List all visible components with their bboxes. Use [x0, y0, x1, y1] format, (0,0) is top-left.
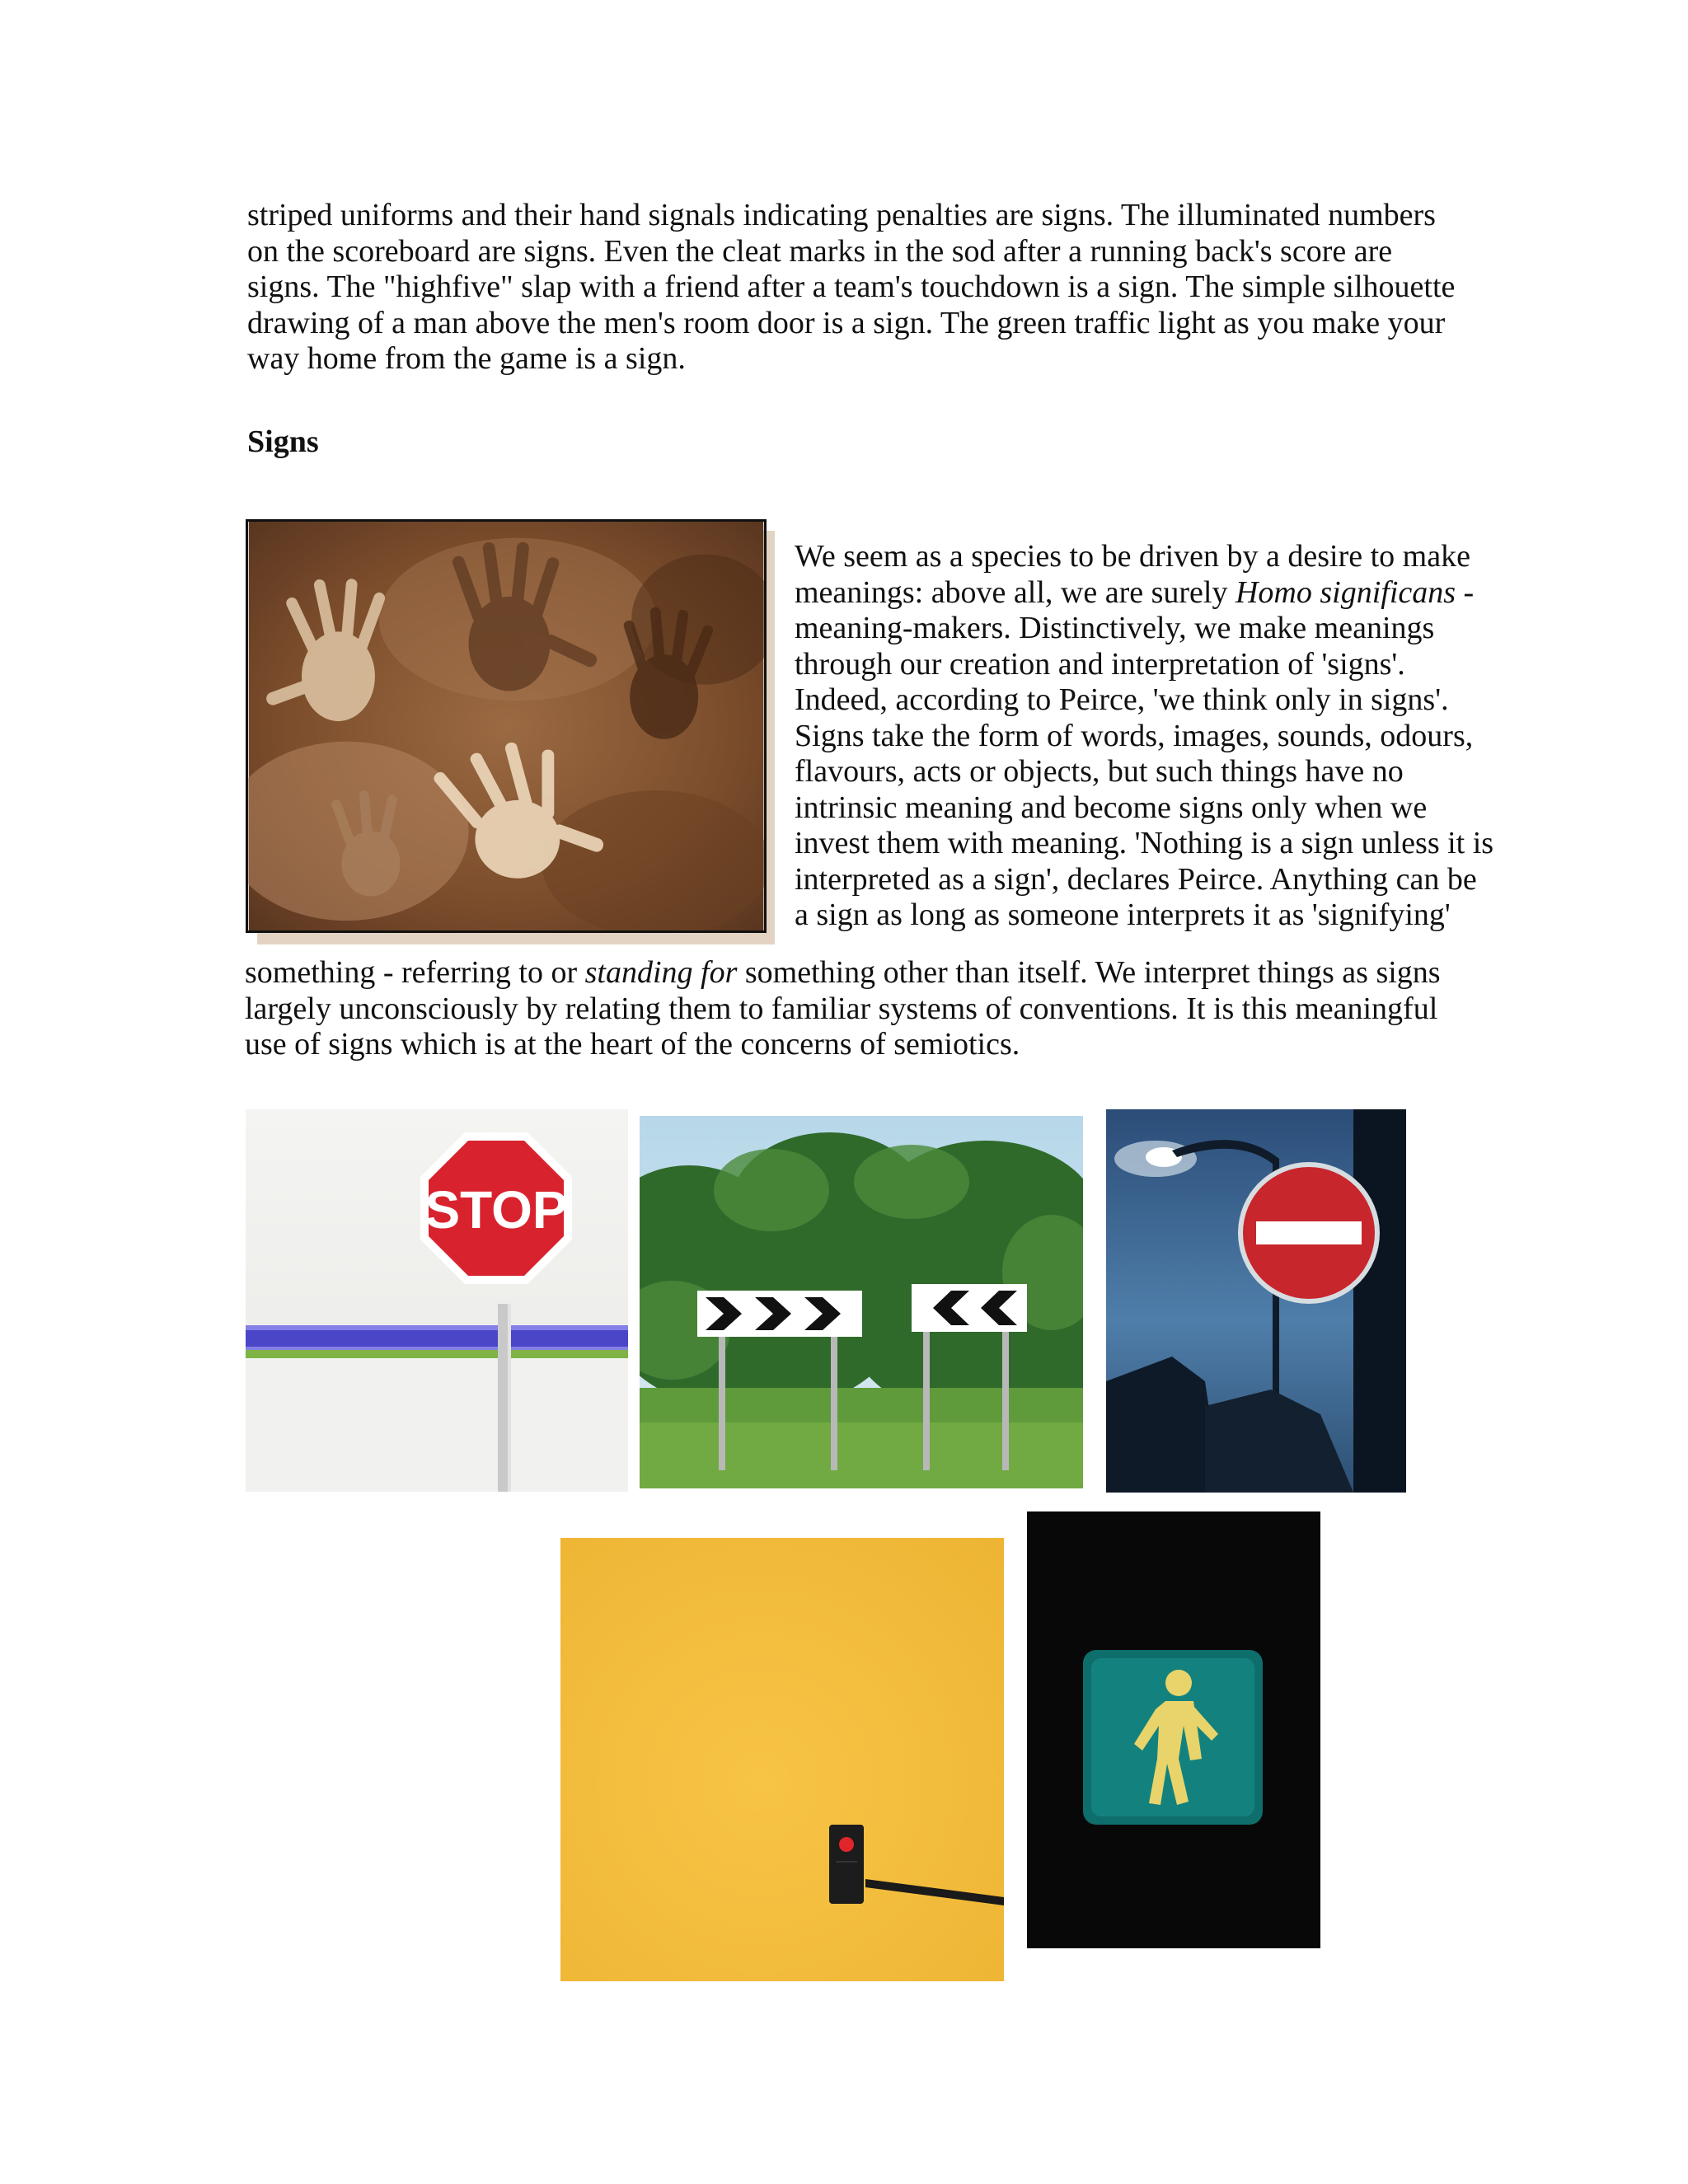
text-line: We seem as a species to be driven by a desire to make: [795, 539, 1470, 574]
stop-sign-text: STOP: [424, 1180, 568, 1240]
text-segment: meanings: above all, we are surely: [795, 574, 1236, 610]
text-line: largely unconsciously by relating them to familiar systems of conventions. It is this meaningful: [245, 991, 1438, 1026]
text-line: Indeed, according to Peirce, 'we think only in signs'.: [795, 682, 1449, 717]
text-line: striped uniforms and their hand signals indicating penalties are signs. The illuminated numbers: [247, 198, 1436, 232]
text-segment: -: [1456, 574, 1475, 610]
text-line: [795, 575, 1493, 612]
wrap-paragraph: [795, 539, 1493, 934]
text-line: interpreted as a sign', declares Peirce. Anything can be: [795, 861, 1477, 897]
text-line: way home from the game is a sign.: [247, 341, 686, 376]
red-traffic-light-illustration: [560, 1538, 1004, 1981]
cave-painting-photo: [246, 519, 775, 944]
no-entry-sign-photo: [1106, 1109, 1406, 1493]
text-line: invest them with meaning. 'Nothing is a sign unless it is: [795, 826, 1494, 860]
text-line: through our creation and interpretation of 'signs'.: [795, 646, 1405, 682]
walk-signal-photo: [1027, 1511, 1320, 1948]
no-entry-sign-illustration: [1106, 1109, 1406, 1493]
italic-term: Homo significans: [1235, 574, 1456, 610]
text-line: flavours, acts or objects, but such things have no: [795, 754, 1404, 789]
text-line: [245, 955, 1441, 991]
text-segment: something - referring to or: [245, 955, 585, 990]
text-line: on the scoreboard are signs. Even the cleat marks in the sod after a running back's score are: [247, 233, 1393, 269]
stop-sign-illustration: [246, 1109, 628, 1492]
text-segment: something other than itself. We interpret things as signs: [737, 955, 1441, 990]
chevron-signs-illustration: [640, 1116, 1083, 1488]
text-line: intrinsic meaning and become signs only when we: [795, 790, 1428, 825]
after-paragraph: [245, 955, 1441, 1063]
intro-paragraph: [247, 198, 1455, 377]
section-heading: Signs: [247, 424, 319, 459]
text-line: meaning-makers. Distinctively, we make meanings: [795, 611, 1435, 645]
walk-signal-illustration: [1027, 1511, 1320, 1948]
text-line: use of signs which is at the heart of the concerns of semiotics.: [245, 1027, 1020, 1062]
text-line: Signs take the form of words, images, sounds, odours,: [795, 718, 1474, 753]
stop-sign-photo: [246, 1109, 628, 1492]
chevron-signs-photo: [640, 1116, 1083, 1488]
text-line: drawing of a man above the men's room door is a sign. The green traffic light as you make your: [247, 305, 1446, 340]
text-line: signs. The "highfive" slap with a friend after a team's touchdown is a sign. The simple silhouette: [247, 269, 1456, 304]
red-traffic-light-photo: [560, 1538, 1004, 1981]
italic-term: standing for: [584, 955, 738, 990]
hand-stencils-photo: [246, 519, 767, 933]
text-line: a sign as long as someone interprets it as 'signifying': [795, 898, 1451, 932]
